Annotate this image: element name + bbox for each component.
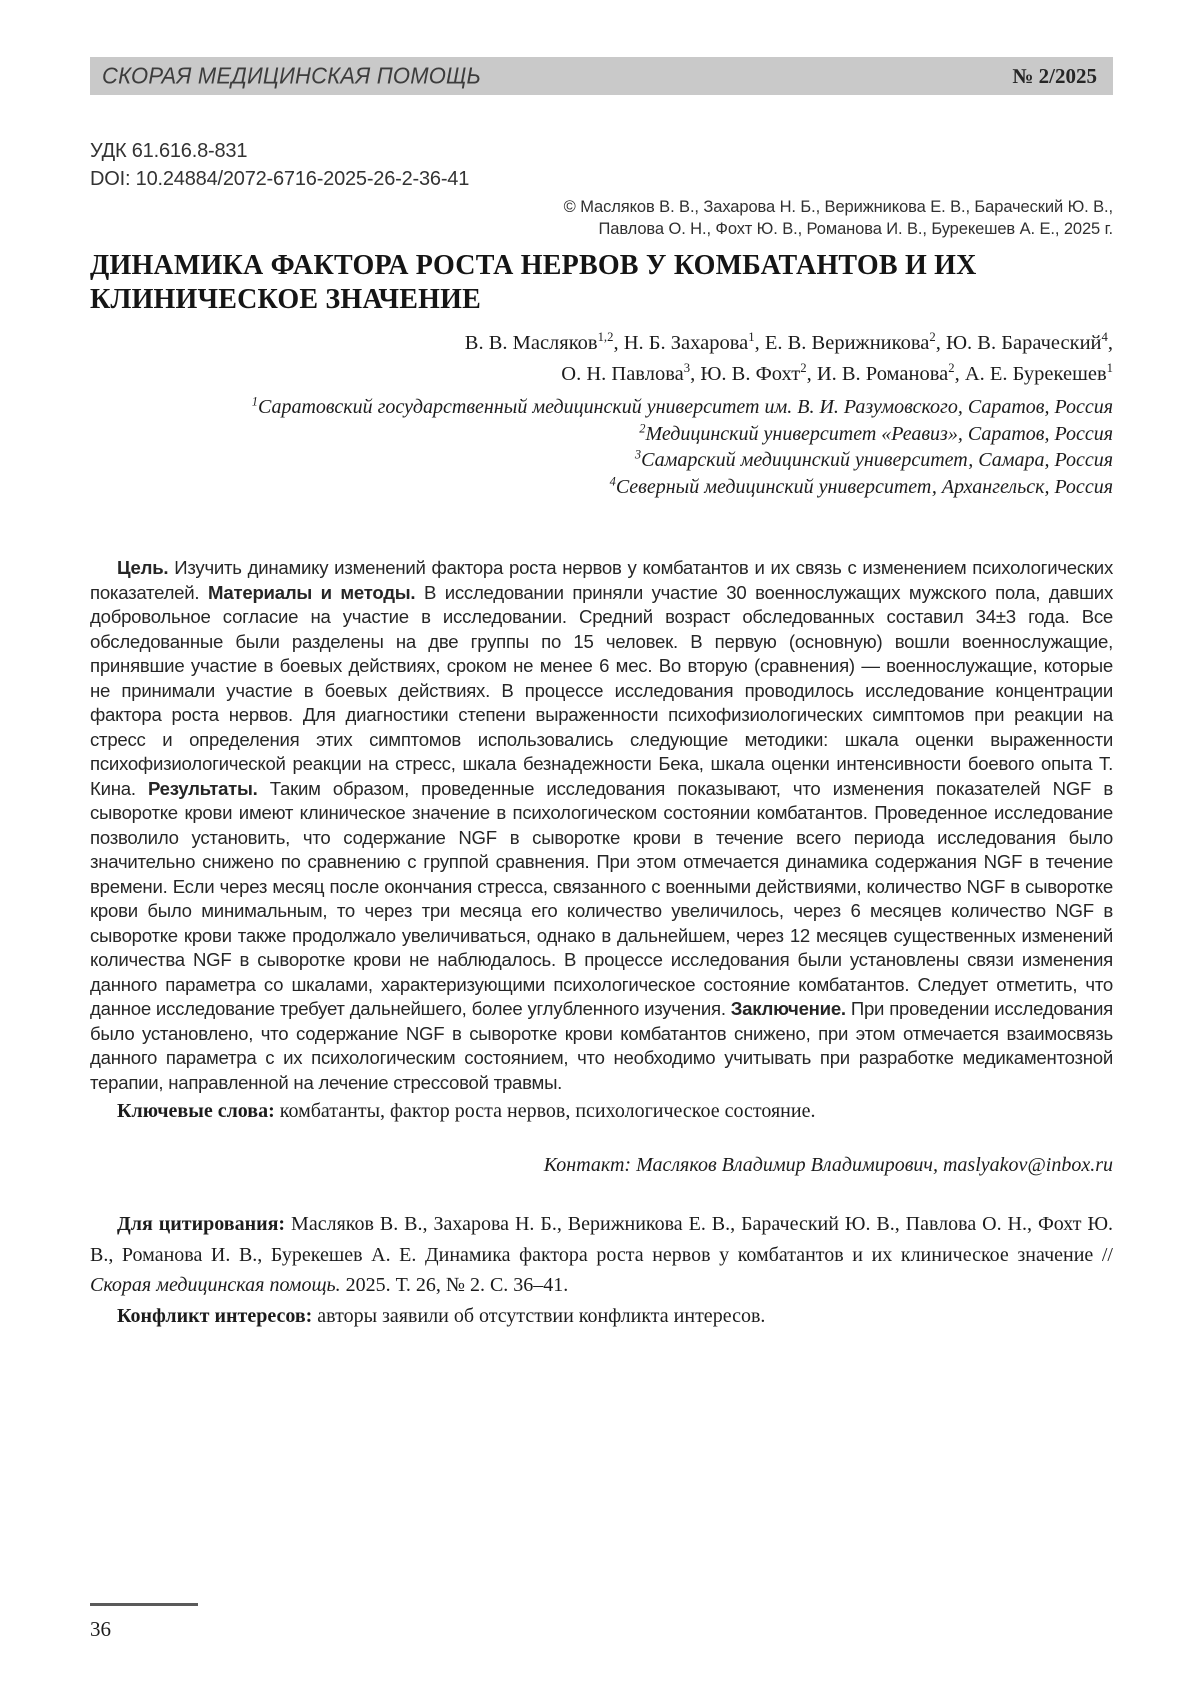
affiliation-line: $^2$Медицинский университет «Реавиз», Саратов, Россия — [639, 420, 1113, 445]
page-number: 36 — [90, 1617, 111, 1641]
article-title: ДИНАМИКА ФАКТОРА РОСТА НЕРВОВ У КОМБАТАНТОВ И ИХ КЛИНИЧЕСКОЕ ЗНАЧЕНИЕ — [90, 250, 977, 315]
abstract-paragraph: Цель. Изучить динамику изменений фактора роста нервов у комбатантов и их связь с изменением психологических показателей. Материалы и методы. В исследовании приняли участие 30 военнослужащих мужского пола, давших добровольное согласие на участие в исследовании. Средний возраст обследованных составил 34±3 года. Все обследованные были разделены на две группы по 15 человек. В первую (основную) вошли военнослужащие, принявшие участие в боевых действиях, сроком не менее 6 мес. Во вторую (сравнения) — военнослужащие, которые не принимали участие в боевых действиях. В процессе исследования проводилось исследование концентрации фактора роста нервов. Для диагностики степени выраженности психофизиологических симптомов при реакции на стресс и определения этих симптомов использовались следующие методики: шкала оценки выраженности психофизиологической реакции на стресс, шкала безнадежности Бека, шкала оценки интенсивности боевого опыта Т. Кина. Результаты. Таким образом, проведенные исследования показывают, что изменения показателей NGF в сыворотке крови имеют клиническое значение в психологическом состоянии комбатантов. Проведенное исследование позволило установить, что содержание NGF в сыворотке крови в течение всего периода исследования было значительно снижено по сравнению с группой сравнения. При этом отмечается динамика содержания NGF в течение времени. Если через месяц после окончания стресса, связанного с военными действиями, количество NGF в сыворотке крови было минимальным, то через три месяца его количество увеличилось, через 6 месяцев количество NGF в сыворотке крови также продолжало увеличиваться, однако в дальнейшем, через 12 месяцев существенных изменений количества NGF в сыворотке крови не наблюдалось. В процессе исследования были установлены связи изменения данного параметра со шкалами, характеризующими психологическое состояние комбатантов. Следует отметить, что данное исследование требует дальнейшего, более углубленного изучения. Заключение. При проведении исследования было установлено, что содержание NGF в сыворотке крови комбатантов снижено, при этом отмечается взаимосвязь данного параметра с их психологическим состоянием, что необходимо учитывать при разработке медикаментозной терапии, направленной на лечение стрессовой травмы. — [90, 557, 1113, 1093]
article-meta — [90, 137, 1113, 193]
page-footer — [90, 1603, 198, 1642]
authors-line: В. В. Масляков$^{1,2}$, Н. Б. Захарова$^1$, Е. В. Верижникова$^2$, Ю. В. Бараческий$^4$, — [464, 330, 1113, 354]
affiliations-block — [90, 394, 1113, 500]
doi-code: DOI: 10.24884/2072-6716-2025-26-2-36-41 — [90, 168, 470, 190]
affiliation-line: $^1$Саратовский государственный медицинский университет им. В. И. Разумовского, Саратов, Россия — [251, 394, 1113, 418]
authors-block — [90, 328, 1113, 390]
affiliation-line: $^3$Самарский медицинский университет, Самара, Россия — [634, 447, 1113, 471]
affiliation-line: $^4$Северный медицинский университет, Архангельск, Россия — [609, 473, 1113, 498]
contact-line: Контакт: Масляков Владимир Владимирович, maslyakov@inbox.ru — [543, 1154, 1113, 1176]
authors-line: О. Н. Павлова$^3$, Ю. В. Фохт$^2$, И. В. Романова$^2$, А. Е. Бурекешев$^1$ — [561, 361, 1113, 385]
keywords-line: Ключевые слова: комбатанты, фактор роста нервов, психологическое состояние. — [117, 1100, 816, 1122]
conflict-paragraph: Конфликт интересов: авторы заявили об отсутствии конфликта интересов. — [117, 1304, 766, 1327]
journal-name: СКОРАЯ МЕДИЦИНСКАЯ ПОМОЩЬ — [102, 62, 482, 89]
issue-number: № 2/2025 — [1012, 63, 1097, 88]
journal-header-bar — [90, 57, 1113, 95]
footer-rule — [90, 1603, 198, 1606]
copyright-notice — [90, 196, 1113, 240]
copyright-line: Павлова О. Н., Фохт Ю. В., Романова И. В., Бурекешев А. Е., 2025 г. — [598, 220, 1113, 238]
udk-code: УДК 61.616.8-831 — [90, 140, 248, 162]
copyright-line: © Масляков В. В., Захарова Н. Б., Верижникова Е. В., Бараческий Ю. В., — [563, 198, 1113, 216]
citation-paragraph: Для цитирования: Масляков В. В., Захарова Н. Б., Верижникова Е. В., Бараческий Ю. В., Павлова О. Н., Фохт Ю. В., Романова И. В., Бурекешев А. Е. Динамика фактора роста нервов у комбатантов и их клиническое значение // Скорая медицинская помощь. 2025. Т. 26, № 2. С. 36–41. — [90, 1213, 1113, 1296]
